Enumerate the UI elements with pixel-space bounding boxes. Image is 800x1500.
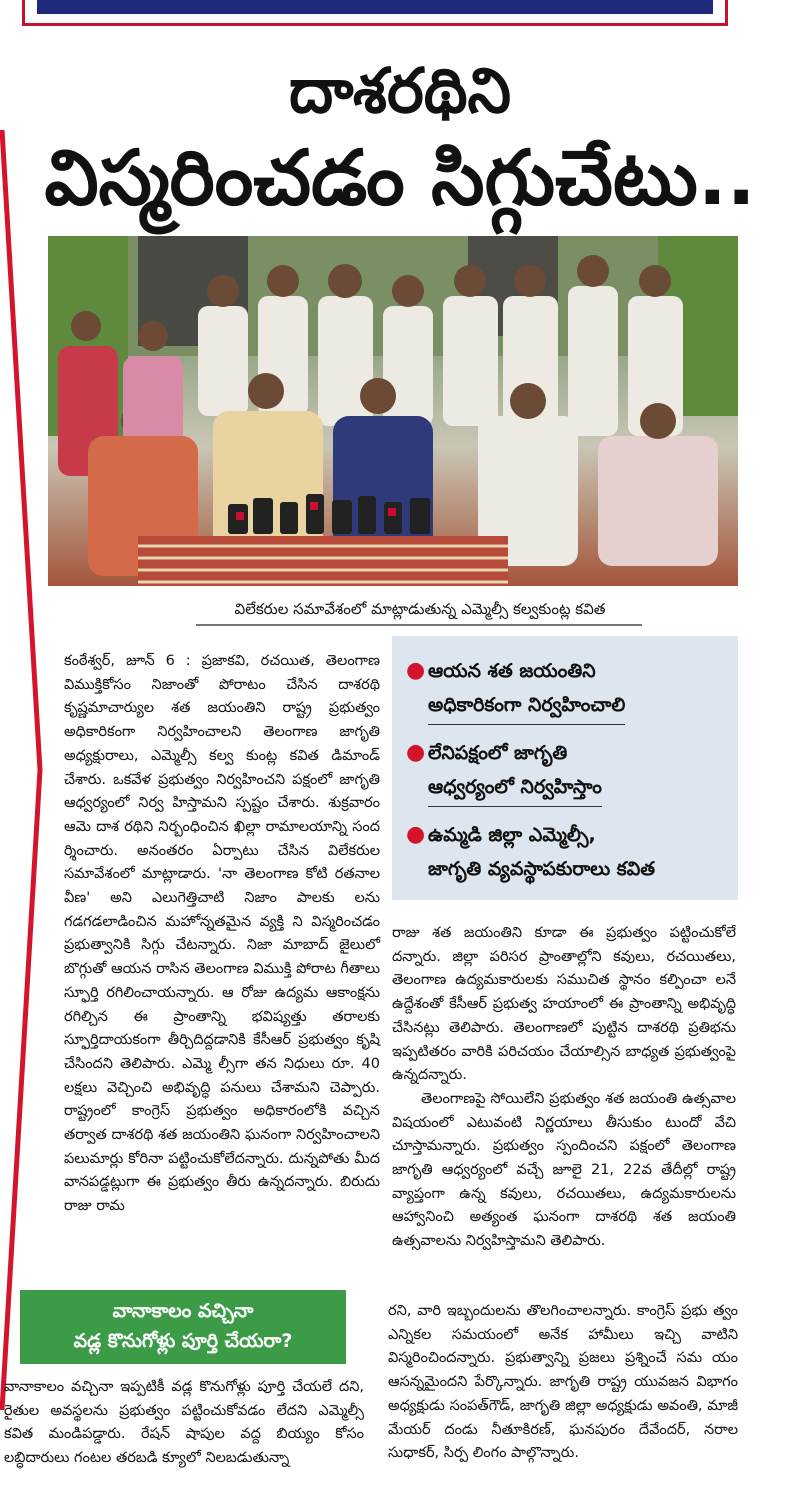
sub-article-para-2: రని, వారి ఇబ్బందులను తొలగించాలన్నారు. కాంగ్రెస్ ప్రభు త్వం ఎన్నికల సమయంలో అనేక హామీలు ఇచ్చి వాటిని విస్మరించిందన్నారు. ప్రభుత్వాన్ని ప్రజలు ప్రశ్నించే సమ యం ఆసన్నమైందని పేర్కొన్నారు. జాగృతి రాష్ట్ర యువజన విభాగం అధ్యక్షుడు సంపత్‌గౌడ్, జాగృతి జిల్లా అధ్యక్షుడు అవంతి, మాజీ మేయర్ దండు నీతూకిరణ్, ఘనపురం దేవేందర్, నరాల సుధాకర్, సిర్ప లింగం పాల్గొన్నారు. (388, 1303, 738, 1462)
sub-article-column-right (388, 1300, 738, 1466)
masthead-band (22, 0, 728, 26)
masthead-band-fill (37, 0, 713, 14)
highlight-item (406, 736, 602, 807)
highlights-box (392, 636, 738, 900)
article-body-para-3: తెలంగాణపై సోయిలేని ప్రభుత్వం శత జయంతి ఉత్సవాల విషయంలో ఎటువంటి నిర్ణయాలు తీసుకుం టుందో వేచి చూస్తామన్నారు. ప్రభుత్వం స్పందించని పక్షంలో తెలంగాణ జాగృతి ఆధ్వర్యంలో వచ్చే జూలై 21, 22వ తేదీల్లో రాష్ట్ర వ్యాప్తంగా ఉన్న కవులు, రచయితలు, ఉద్యమకారులను ఆహ్వానించి అత్యంత ఘనంగా దాశరథి శత జయంతి ఉత్సవాలను నిర్వహిస్తామని తెలిపారు. (392, 1090, 736, 1250)
bullet-icon: ● (406, 822, 426, 847)
press-meet-photo (48, 236, 738, 586)
highlight-line-2: జాగృతి వ్యవస్థాపకురాలు కవిత (428, 858, 656, 880)
bullet-icon: ● (406, 658, 426, 683)
headline-line-1: దాశరథిని (288, 54, 512, 127)
highlight-line-1: ఉమ్మడి జిల్లా ఎమ్మెల్సీ, (428, 824, 596, 846)
highlight-item (406, 818, 655, 886)
highlight-line-2: ఆధ్వర్యంలో నిర్వహిస్తాం (428, 770, 602, 807)
subheading-line-2: వడ్ల కొనుగోళ్లు పూర్తి చేయరా? (73, 1330, 293, 1352)
subheading-box (20, 1290, 346, 1364)
photo-caption: విలేకరుల సమావేశంలో మాట్లాడుతున్న ఎమ్మెల్సీ కల్వకుంట్ల కవిత (234, 600, 606, 618)
article-body-para-2: రాజు శత జయంతిని కూడా ఈ ప్రభుత్వం పట్టించుకోలే దన్నారు. జిల్లా పరిసర ప్రాంతాల్లోని కవులు, రచయితలు, తెలంగాణ ఉద్యమకారులకు సముచిత స్థానం కల్పించా లనే ఉద్దేశంతో కేసీఆర్ ప్రభుత్వ హయాంలో ఈ ప్రాంతాన్ని అభివృద్ధి చేసినట్లు తెలిపారు. తెలంగాణలో పుట్టిన దాశరథి ప్రతిభను ఇప్పటితరం వారికి పరిచయం చేయాల్సిన బాధ్యత ప్రభుత్వంపై ఉన్నదన్నారు. (392, 925, 736, 1084)
photo-illustration (48, 236, 738, 586)
subheading-line-1: వానాకాలం వచ్చినా (112, 1300, 254, 1322)
sub-article-column-left (4, 1376, 364, 1471)
headline-line-2: విస్మరించడం సిగ్గుచేటు.. (44, 133, 756, 222)
bullet-icon: ● (406, 740, 426, 765)
article-column-left (64, 650, 380, 1219)
highlight-item (406, 654, 625, 725)
highlight-line-1: ఆయన శత జయంతిని (428, 660, 596, 682)
article-column-right (392, 922, 736, 1254)
caption-underline (196, 624, 642, 626)
highlight-line-1: లేనిపక్షంలో జాగృతి (428, 742, 568, 764)
highlight-line-2: అధికారికంగా నిర్వహించాలి (428, 688, 625, 725)
sub-article-para-1: వానాకాలం వచ్చినా ఇప్పటికీ వడ్ల కొనుగోళ్లు పూర్తి చేయలే దని, రైతుల అవస్థలను ప్రభుత్వం పట్టించుకోవడం లేదని ఎమ్మెల్సీ కవిత మండిపడ్డారు. రేషన్ షాపుల వద్ద బియ్యం కోసం లబ్ధిదారులు గంటల తరబడి క్యూలో నిలబడుతున్నా (4, 1379, 364, 1467)
article-body-para-1: కంఠేశ్వర్, జూన్ 6 : ప్రజాకవి, రచయిత, తెలంగాణ విముక్తికోసం నిజాంతో పోరాటం చేసిన దాశరథి కృష్ణమాచార్యుల శత జయంతిని రాష్ట్ర ప్రభుత్వం అధికారికంగా నిర్వహించాలని తెలంగాణ జాగృతి అధ్యక్షురాలు, ఎమ్మెల్సీ కల్వ కుంట్ల కవిత డిమాండ్ చేశారు. ఒకవేళ ప్రభుత్వం నిర్వహించని పక్షంలో జాగృతి ఆధ్వర్యంలో నిర్వ హిస్తామని స్పష్టం చేశారు. శుక్రవారం ఆమె దాశ రథిని నిర్బంధించిన ఖిల్లా రామాలయాన్ని సంద ర్శించారు. అనంతరం ఏర్పాటు చేసిన విలేకరుల సమావేశంలో మాట్లాడారు. 'నా తెలంగాణ కోటి రతనాల వీణ' అని ఎలుగెత్తిచాటి నిజాం పాలకు లను గడగడలాడించిన మహోన్నతమైన వ్యక్తి ని విస్మరించడం ప్రభుత్వానికి సిగ్గు చేటన్నారు. నిజా మాబాద్ జైలులో బొగ్గుతో ఆయన రాసిన తెలంగాణ విముక్తి పోరాట గీతాలు స్ఫూర్తి రగిలించాయన్నారు. ఆ రోజు ఉద్యమ ఆకాంక్షను రగిల్చిన ఈ ప్రాంతాన్ని భవిష్యత్తు తరాలకు స్ఫూర్తిదాయకంగా తీర్చిదిద్దడానికి కేసీఆర్ ప్రభుత్వం కృషి చేసిందని తెలిపారు. ఎమ్మె ల్సీగా తన నిధులు రూ. 40 లక్షలు వెచ్చించి అభివృద్ధి పనులు చేశామని చెప్పారు. రాష్ట్రంలో కాంగ్రెస్ ప్రభుత్వం అధికారంలోకి వచ్చిన తర్వాత దాశరథి శత జయంతిని ఘనంగా నిర్వహించాలని పలుమార్లు కోరినా పట్టించుకోలేదన్నారు. దున్నపోతు మీద వానపడ్డట్లుగా ఈ ప్రభుత్వం తీరు ఉన్నదన్నారు. బిరుదు రాజు రామ (64, 653, 380, 1215)
